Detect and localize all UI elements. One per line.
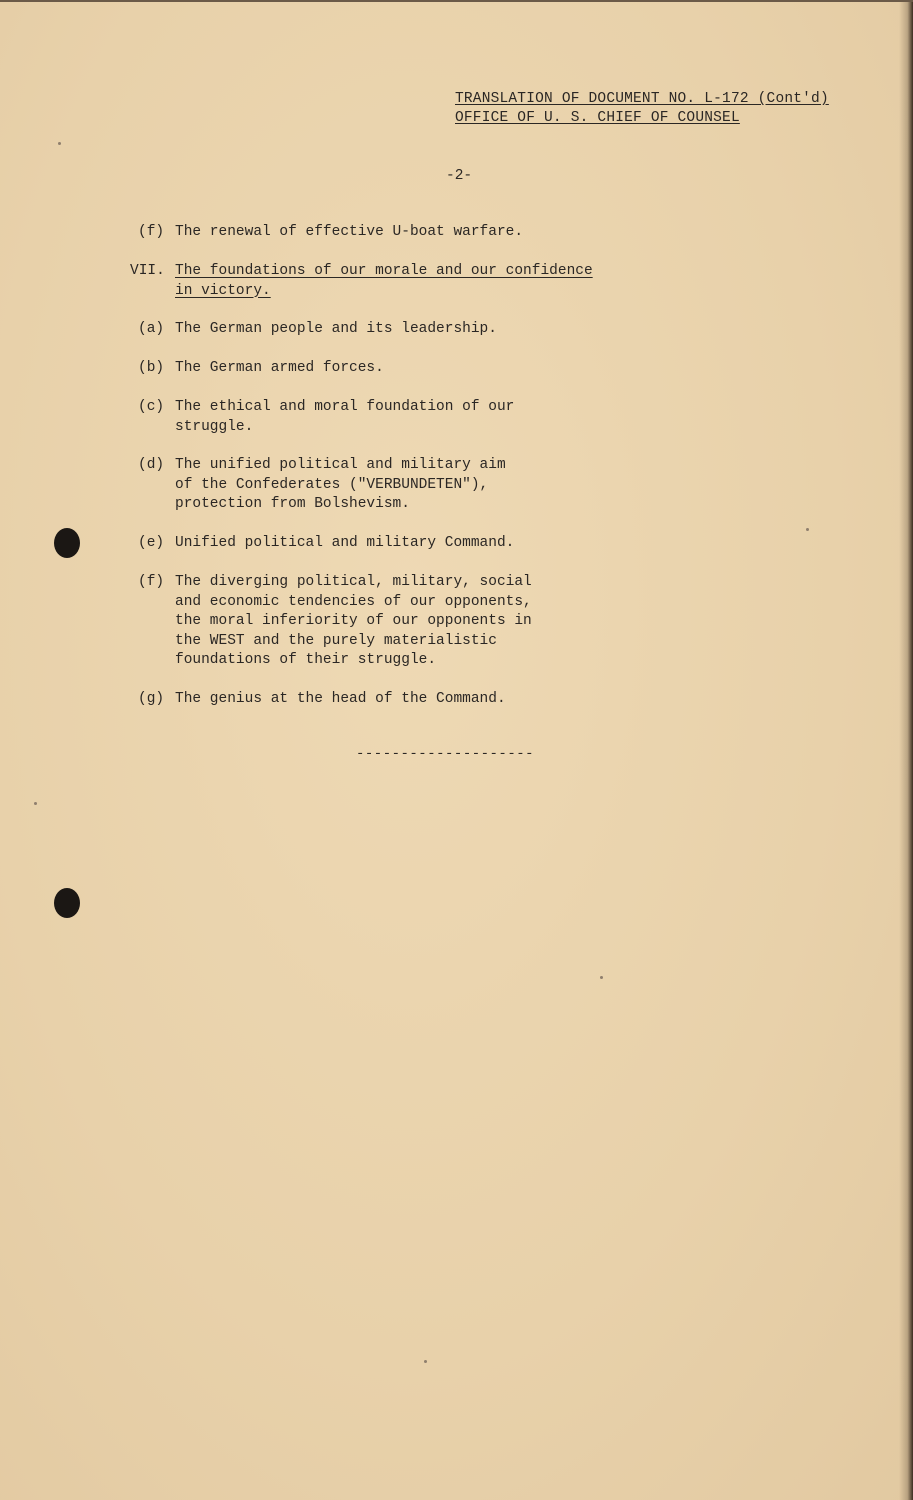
item-text (175, 223, 523, 243)
item-label: (f) (138, 224, 165, 240)
item-line: the moral inferiority of our opponents in (175, 613, 532, 629)
item-label: (b) (138, 360, 165, 376)
paper-speck (806, 528, 809, 531)
end-divider: -------------------- (356, 746, 535, 762)
document-header (455, 90, 829, 128)
item-text (175, 573, 532, 671)
paper-speck (34, 802, 37, 805)
item-line: The ethical and moral foundation of our (175, 399, 515, 415)
item-line: protection from Bolshevism. (175, 496, 410, 512)
item-line: The renewal of effective U-boat warfare. (175, 224, 524, 240)
item-text (175, 534, 514, 554)
item-line: The genius at the head of the Command. (175, 691, 506, 707)
item-line: foundations of their struggle. (175, 652, 437, 668)
item-line: The unified political and military aim (175, 457, 506, 473)
section-title-line: The foundations of our morale and our confidence (175, 263, 593, 279)
punch-hole-icon (54, 528, 80, 558)
item-text (175, 456, 506, 515)
item-line: of the Confederates ("VERBUNDETEN"), (175, 476, 489, 493)
item-line: The German people and its leadership. (175, 321, 497, 337)
header-translation-line: TRANSLATION OF DOCUMENT NO. L-172 (Cont'd) (455, 91, 829, 107)
item-line: Unified political and military Command. (175, 535, 515, 551)
header-office-line: OFFICE OF U. S. CHIEF OF COUNSEL (455, 110, 740, 126)
item-line: The diverging political, military, social (175, 574, 532, 590)
item-line: the WEST and the purely materialistic (175, 632, 497, 649)
item-label: (e) (138, 535, 165, 551)
page-edge-shadow (899, 2, 913, 1500)
paper-speck (424, 1360, 427, 1363)
item-text (175, 398, 514, 437)
item-text (175, 320, 497, 340)
item-text (175, 690, 506, 710)
page-number: -2- (446, 168, 473, 184)
item-label: (a) (138, 321, 165, 337)
item-label: (c) (138, 399, 165, 415)
item-label: (d) (138, 457, 165, 473)
section-title-line: in victory. (175, 282, 271, 299)
item-label: (g) (138, 691, 165, 707)
section-number: VII. (130, 263, 165, 279)
item-label: (f) (138, 574, 165, 590)
item-line: The German armed forces. (175, 360, 384, 376)
paper-speck (600, 976, 603, 979)
item-line: struggle. (175, 418, 254, 435)
punch-hole-icon (54, 888, 80, 918)
item-line: and economic tendencies of our opponents, (175, 593, 532, 610)
paper-speck (58, 142, 61, 145)
section-title (175, 262, 593, 301)
item-text (175, 359, 384, 379)
